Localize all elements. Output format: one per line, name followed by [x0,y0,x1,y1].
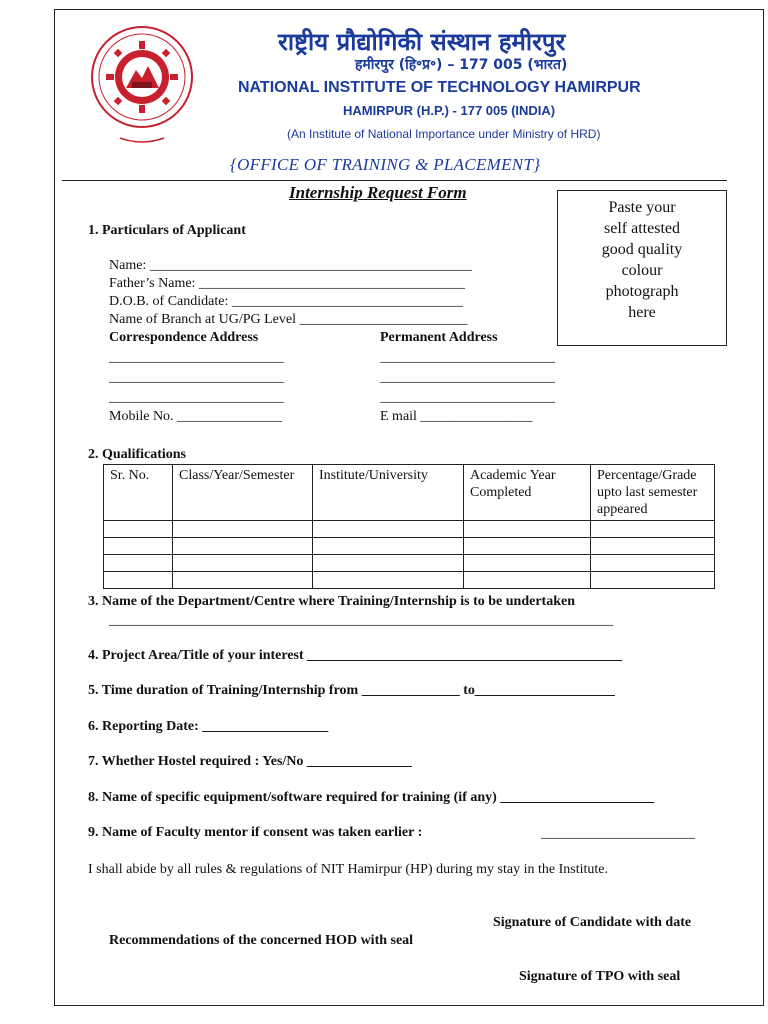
table-cell[interactable] [104,572,173,589]
table-cell[interactable] [104,538,173,555]
table-cell[interactable] [464,521,591,538]
table-cell[interactable] [173,572,313,589]
institute-address-english: HAMIRPUR (H.P.) - 177 005 (INDIA) [343,103,556,118]
institute-logo [90,20,195,150]
institute-name-english: NATIONAL INSTITUTE OF TECHNOLOGY HAMIRPUR [238,79,641,96]
section-9-faculty-mentor: 9. Name of Faculty mentor if consent was taken earlier : [88,825,423,840]
tpo-signature-label: Signature of TPO with seal [519,969,681,984]
table-cell[interactable] [591,555,715,572]
photo-box [557,190,727,346]
mobile-field[interactable]: Mobile No. _______________ [109,409,283,424]
email-field[interactable]: E mail ________________ [380,409,533,424]
correspondence-address-line[interactable]: _________________________ [109,390,284,405]
institute-address-hindi: हमीरपुर (हि॰प्र॰) – 177 005 (भारत) [355,57,568,73]
photo-box-line: colour [621,262,663,279]
permanent-address-line[interactable]: _________________________ [380,370,555,385]
section-3-department: 3. Name of the Department/Centre where Training/Internship is to be undertaken [88,594,575,609]
table-cell[interactable] [464,538,591,555]
table-cell[interactable] [173,521,313,538]
table-cell[interactable] [104,521,173,538]
qualifications-table [103,464,715,589]
table-header: Class/Year/Semester [173,465,313,521]
table-cell[interactable] [591,538,715,555]
table-header: Academic Year Completed [464,465,591,521]
photo-box-line: good quality [601,241,683,258]
table-cell[interactable] [313,572,464,589]
table-cell[interactable] [313,538,464,555]
section-5-duration[interactable]: 5. Time duration of Training/Internship from ______________ to____________________ [88,683,615,698]
table-cell[interactable] [313,555,464,572]
correspondence-address-label: Correspondence Address [109,330,259,345]
photo-box-line: self attested [604,220,680,237]
table-cell[interactable] [173,555,313,572]
section-4-project-area[interactable]: 4. Project Area/Title of your interest _____________________________________________ [88,648,623,663]
section-8-equipment[interactable]: 8. Name of specific equipment/software required for training (if any) ______________________ [88,790,655,805]
table-row [104,538,715,555]
table-row [104,572,715,589]
photo-box-line: photograph [605,283,679,300]
institute-name-hindi: राष्ट्रीय प्रौद्योगिकी संस्थान हमीरपुर [278,28,566,56]
dob-field[interactable]: D.O.B. of Candidate: _________________________________ [109,294,463,309]
institute-tagline: (An Institute of National Importance under Ministry of HRD) [287,127,601,141]
office-title: {OFFICE OF TRAINING & PLACEMENT} [230,155,541,174]
table-cell[interactable] [591,521,715,538]
branch-field[interactable]: Name of Branch at UG/PG Level ________________________ [109,312,468,327]
table-cell[interactable] [313,521,464,538]
table-row [104,555,715,572]
table-row [104,521,715,538]
table-cell[interactable] [591,572,715,589]
name-field[interactable]: Name: ______________________________________________ [109,258,472,273]
father-name-field[interactable]: Father’s Name: ______________________________________ [109,276,465,291]
section-6-reporting-date[interactable]: 6. Reporting Date: __________________ [88,719,329,734]
permanent-address-line[interactable]: _________________________ [380,350,555,365]
table-header: Institute/University [313,465,464,521]
candidate-signature-label: Signature of Candidate with date [493,915,692,930]
table-cell[interactable] [464,555,591,572]
table-cell[interactable] [464,572,591,589]
faculty-mentor-field[interactable]: ______________________ [541,826,695,841]
table-header: Sr. No. [104,465,173,521]
section-2-title: 2. Qualifications [88,447,187,462]
section-7-hostel[interactable]: 7. Whether Hostel required : Yes/No _______________ [88,754,412,769]
photo-box-line: here [628,304,656,321]
correspondence-address-line[interactable]: _________________________ [109,350,284,365]
photo-box-line: Paste your [608,199,676,216]
hod-recommendation-label: Recommendations of the concerned HOD with seal [109,933,414,948]
declaration-text: I shall abide by all rules & regulations of NIT Hamirpur (HP) during my stay in the Institute. [88,862,608,877]
permanent-address-label: Permanent Address [380,330,498,345]
table-cell[interactable] [104,555,173,572]
permanent-address-line[interactable]: _________________________ [380,390,555,405]
form-title: Internship Request Form [289,183,467,202]
header-divider [62,180,727,181]
department-field[interactable]: ________________________________________________________________________ [109,613,613,628]
table-cell[interactable] [173,538,313,555]
correspondence-address-line[interactable]: _________________________ [109,370,284,385]
section-1-title: 1. Particulars of Applicant [88,223,246,238]
table-header: Percentage/Grade upto last semester appeared [591,465,715,521]
